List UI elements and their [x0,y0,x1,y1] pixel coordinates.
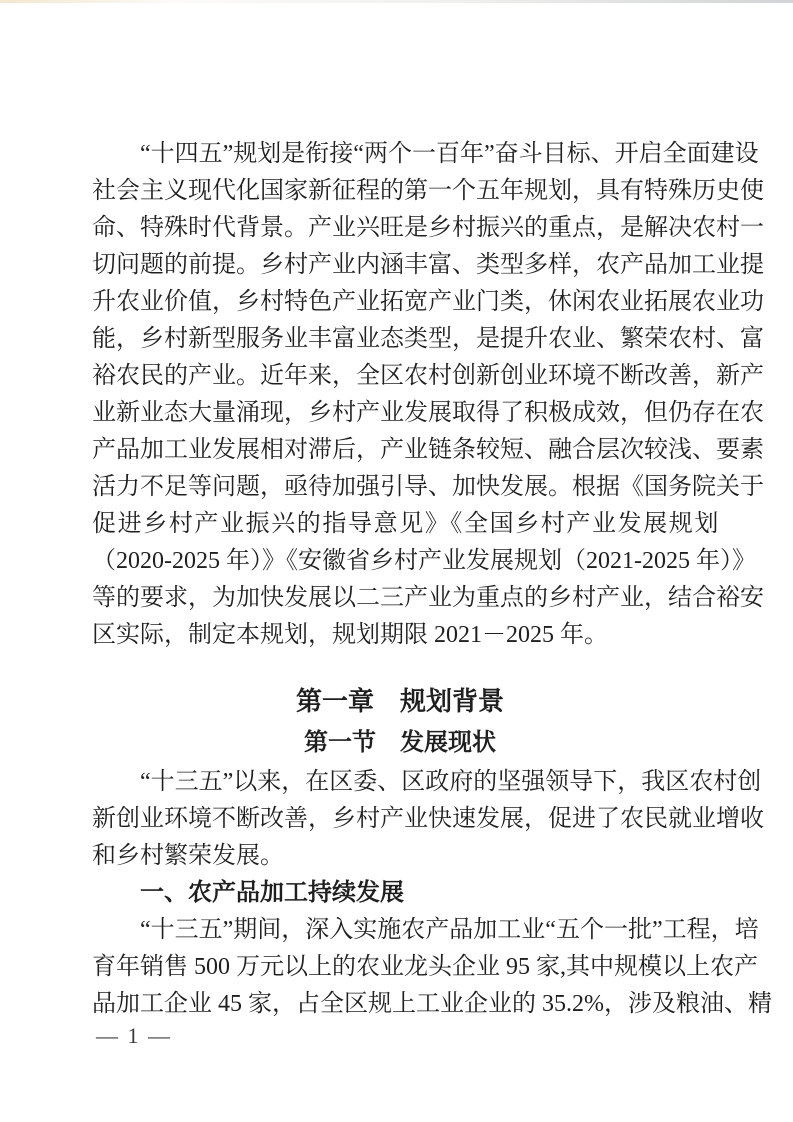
text-line: 活力不足等问题，亟待加强引导、加快发展。根据《国务院关于 [92,474,764,500]
text-line: 能，乡村新型服务业丰富业态类型，是提升农业、繁荣农村、富 [92,326,764,352]
scan-edge [0,0,793,3]
text-line: 命、特殊时代背景。产业兴旺是乡村振兴的重点，是解决农村一 [92,215,764,241]
text-line: 区实际，制定本规划，规划期限 2021－2025 年。 [92,622,608,648]
text-line: 裕农民的产业。近年来，全区农村创新创业环境不断改善，新产 [92,363,764,389]
page-number: — 1 — [96,1023,172,1048]
text-line: 业新业态大量涌现，乡村产业发展取得了积极成效，但仍存在农 [92,400,764,426]
chapter-heading: 第一章 规划背景 [295,686,504,716]
text-line: 品加工企业 45 家，占全区规上工业企业的 35.2%，涉及粮油、精 [92,991,772,1017]
text-line: “十三五”以来，在区委、区政府的坚强领导下，我区农村创 [140,769,762,795]
text-line: 社会主义现代化国家新征程的第一个五年规划，具有特殊历史使 [92,178,764,204]
text-column [92,136,772,1023]
text-line: “十四五”规划是衔接“两个一百年”奋斗目标、开启全面建设 [140,141,759,167]
text-line: 产品加工业发展相对滞后，产业链条较短、融合层次较浅、要素 [92,437,764,463]
text-line: （2020-2025 年）》《安徽省乡村产业发展规划（2021-2025 年）》 [92,548,756,574]
text-line: 等的要求，为加快发展以二三产业为重点的乡村产业，结合裕安 [92,585,764,611]
text-line: 和乡村繁荣发展。 [92,843,284,869]
section-heading: 第一节 发展现状 [304,729,496,756]
text-line: 新创业环境不断改善，乡村产业快速发展，促进了农民就业增收 [92,806,764,832]
text-line: 切问题的前提。乡村产业内涵丰富、类型多样，农产品加工业提 [92,252,764,278]
subsection-heading: 一、农产品加工持续发展 [140,880,404,906]
text-line: 升农业价值，乡村特色产业拓宽产业门类，休闲农业拓展农业功 [92,289,764,315]
text-line: 促进乡村产业振兴的指导意见》《全国乡村产业发展规划 [92,511,720,537]
text-line: “十三五”期间，深入实施农产品加工业“五个一批”工程，培 [140,917,759,943]
text-line: 育年销售 500 万元以上的农业龙头企业 95 家,其中规模以上农产 [92,954,758,980]
